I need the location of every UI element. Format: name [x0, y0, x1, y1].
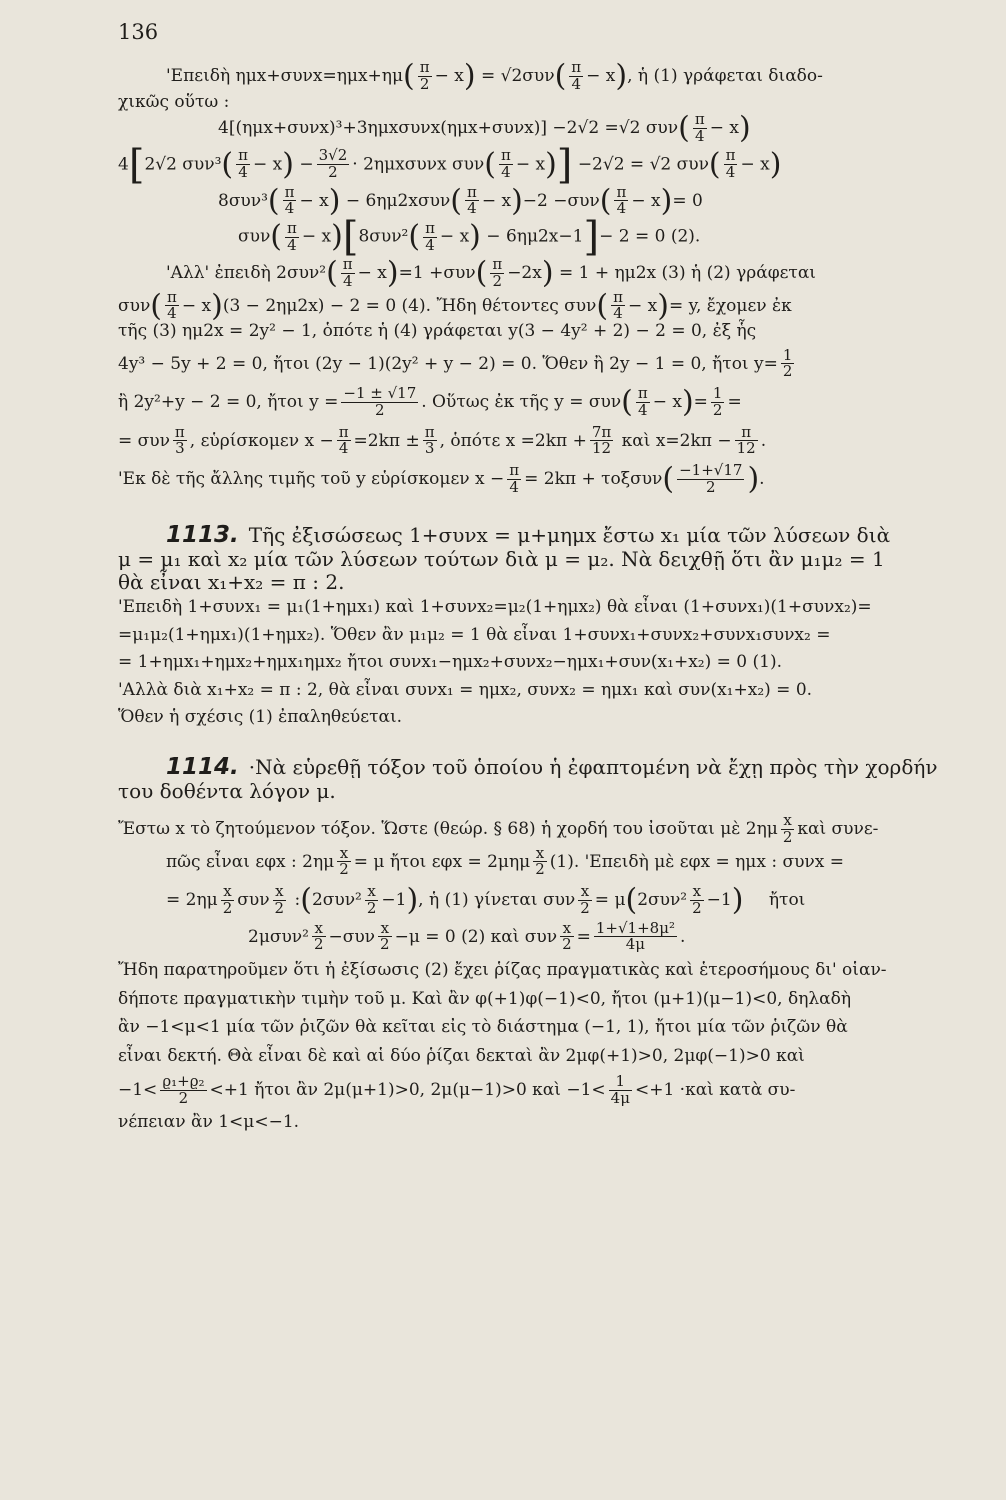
text-line: μ = μ₁ καὶ x₂ μία τῶν λύσεων τούτων διὰ μ = μ₂. Νὰ δειχθῇ ὅτι ἂν μ₁μ₂ = 1	[118, 547, 885, 572]
text-line: 'Επειδὴ ημx+συνx=ημx+ημ( $\frac{\pi}{2}$ − x) = √2συν( $\frac{\pi}{4}$ − x), ἡ (1) γράφεται διαδο-	[166, 58, 823, 94]
text-line: 'Αλλ' ἐπειδὴ 2συν²( $\frac{\pi}{4}$ − x)=1 +συν( $\frac{\pi}{2}$ −2x) = 1 + ημ2x (3) ἡ (2) γράφεται	[166, 255, 816, 291]
text-line: 'Αλλὰ διὰ x₁+x₂ = π : 2, θὰ εἶναι συνx₁ = ημx₂, συνx₂ = ημx₁ καὶ συν(x₁+x₂) = 0.	[118, 679, 813, 700]
text-line: πῶς εἶναι εφx : 2ημ $\frac{x}{2}$ = μ ἤτοι εφx = 2μημ $\frac{x}{2}$ (1). 'Επειδὴ μὲ εφx = ημx : συνx =	[166, 843, 844, 879]
problem-number: 1113.	[166, 521, 239, 548]
text-line: τῆς (3) ημ2x = 2y² − 1, ὁπότε ἡ (4) γράφεται y(3 − 4y² + 2) − 2 = 0, ἐξ ἧς	[118, 321, 757, 342]
text-line: χικῶς οὕτω :	[118, 91, 230, 112]
text-line: =μ₁μ₂(1+ημx₁)(1+ημx₂). Ὅθεν ἂν μ₁μ₂ = 1 θὰ εἶναι 1+συνx₁+συνx₂+συνx₁συνx₂ =	[118, 624, 831, 645]
equation: 4[2√2 συν³( $\frac{\pi}{4}$ − x) − $\frac{3√2}{2}$ · 2ημxσυνx συν( $\frac{\pi}{4}$ − x)] −2√2 = √2 συν( $\frac{\pi}{4}$ − x)	[118, 141, 782, 188]
text-line: −1< $\frac{\text{ϱ₁+ϱ₂}}{2}$ <+1 ἤτοι ἂν 2μ(μ+1)>0, 2μ(μ−1)>0 καὶ −1< $\frac{1}{4\mu}$ <+1 ·καὶ κατὰ συ-	[118, 1072, 796, 1108]
text-line: ἂν −1<μ<1 μία τῶν ῥιζῶν θὰ κεῖται εἰς τὸ διάστημα (−1, 1), ἤτοι μία τῶν ῥιζῶν θὰ	[118, 1017, 848, 1038]
text-line: 'Εκ δὲ τῆς ἄλλης τιμῆς τοῦ y εὑρίσκομεν x − $\frac{\pi}{4}$ = 2kπ + τοξσυν( $\frac{-1+√17}{2}$ ).	[118, 461, 765, 497]
text-line: συν( $\frac{\pi}{4}$ − x)(3 − 2ημ2x) − 2 = 0 (4). Ἤδη θέτοντες συν( $\frac{\pi}{4}$ − x)= y, ἔχομεν ἐκ	[118, 287, 792, 323]
problem-1113-heading: 1113. Τῆς ἐξισώσεως 1+συνx = μ+μημx ἔστω x₁ μία τῶν λύσεων διὰ	[166, 521, 891, 548]
equation: συν( $\frac{\pi}{4}$ − x)[8συν²( $\frac{\pi}{4}$ − x) − 6ημ2x−1]− 2 = 0 (2).	[238, 214, 701, 261]
text-line: δήποτε πραγματικὴν τιμὴν τοῦ μ. Καὶ ἂν φ(+1)φ(−1)<0, ἤτοι (μ+1)(μ−1)<0, δηλαδὴ	[118, 988, 852, 1009]
equation: 2μσυν² $\frac{x}{2}$ −συν $\frac{x}{2}$ −μ = 0 (2) καὶ συν $\frac{x}{2}$ = $\frac{\text{1+√1+8μ²}}{4\mu}$ .	[248, 918, 686, 954]
text-line: νέπειαν ἂν 1<μ<−1.	[118, 1111, 300, 1132]
text-line: = 1+ημx₁+ημx₂+ημx₁ημx₂ ἤτοι συνx₁−ημx₂+συνx₂−ημx₁+συν(x₁+x₂) = 0 (1).	[118, 652, 782, 673]
text-line: 'Επειδὴ 1+συνx₁ = μ₁(1+ημx₁) καὶ 1+συνx₂=μ₂(1+ημx₂) θὰ εἶναι (1+συνx₁)(1+συνx₂)=	[118, 597, 872, 618]
text-line: ἢ 2y²+y − 2 = 0, ἤτοι y = $\frac{-1 \pm √17}{2}$ . Οὕτως ἐκ τῆς y = συν( $\frac{\pi}{4}$ − x)= $\frac{1}{2}$ =	[118, 384, 742, 420]
equation: 4[(ημx+συνx)³+3ημxσυνx(ημx+συνx)] −2√2 =√2 συν( $\frac{\pi}{4}$ − x)	[218, 110, 751, 146]
text-line: εἶναι δεκτή. Θὰ εἶναι δὲ καὶ αἱ δύο ῥίζαι δεκταὶ ἂν 2μφ(+1)>0, 2μφ(−1)>0 καὶ	[118, 1045, 805, 1066]
page-number: 136	[118, 20, 159, 44]
text-line: = συν $\frac{\pi}{3}$ , εὑρίσκομεν x − $\frac{\pi}{4}$ =2kπ ± $\frac{\pi}{3}$ , ὁπότε x =2kπ + $\frac{7\pi}{12}$ καὶ x=2kπ − $\frac{\pi}{12}$ .	[118, 422, 767, 458]
equation: 8συν³( $\frac{\pi}{4}$ − x) − 6ημ2xσυν( $\frac{\pi}{4}$ − x)−2 −συν( $\frac{\pi}{4}$ − x)= 0	[218, 182, 703, 218]
text-line: Ἔστω x τὸ ζητούμενον τόξον. Ὥστε (θεώρ. § 68) ἡ χορδή του ἰσοῦται μὲ 2ημ $\frac{x}{2}$ καὶ συνε-	[118, 811, 879, 846]
page-body	[118, 60, 946, 1132]
text-line: 4y³ − 5y + 2 = 0, ἤτοι (2y − 1)(2y² + y − 2) = 0. Ὅθεν ἢ 2y − 1 = 0, ἤτοι y= $\frac{1}{2}$	[118, 345, 793, 381]
text-line: θὰ εἶναι x₁+x₂ = π : 2.	[118, 570, 345, 595]
equation: = 2ημ $\frac{x}{2}$ συν $\frac{x}{2}$ :(2συν² $\frac{x}{2}$ −1), ἡ (1) γίνεται συν $\frac{x}{2}$ = μ(2συν² $\frac{x}{2}$ −1) ἤτοι	[166, 882, 806, 918]
text-line: Ὅθεν ἡ σχέσις (1) ἐπαληθεύεται.	[118, 707, 403, 728]
text-line: του δοθέντα λόγον μ.	[118, 779, 336, 804]
text-line: Ἤδη παρατηροῦμεν ὅτι ἡ ἐξίσωσις (2) ἔχει ῥίζας πραγματικὰς καὶ ἑτεροσήμους δι' οἱαν-	[118, 960, 887, 981]
problem-number: 1114.	[166, 753, 239, 780]
problem-1114-heading: 1114. ·Νὰ εὑρεθῇ τόξον τοῦ ὁποίου ἡ ἐφαπτομένη νὰ ἔχῃ πρὸς τὴν χορδήν	[166, 753, 938, 780]
